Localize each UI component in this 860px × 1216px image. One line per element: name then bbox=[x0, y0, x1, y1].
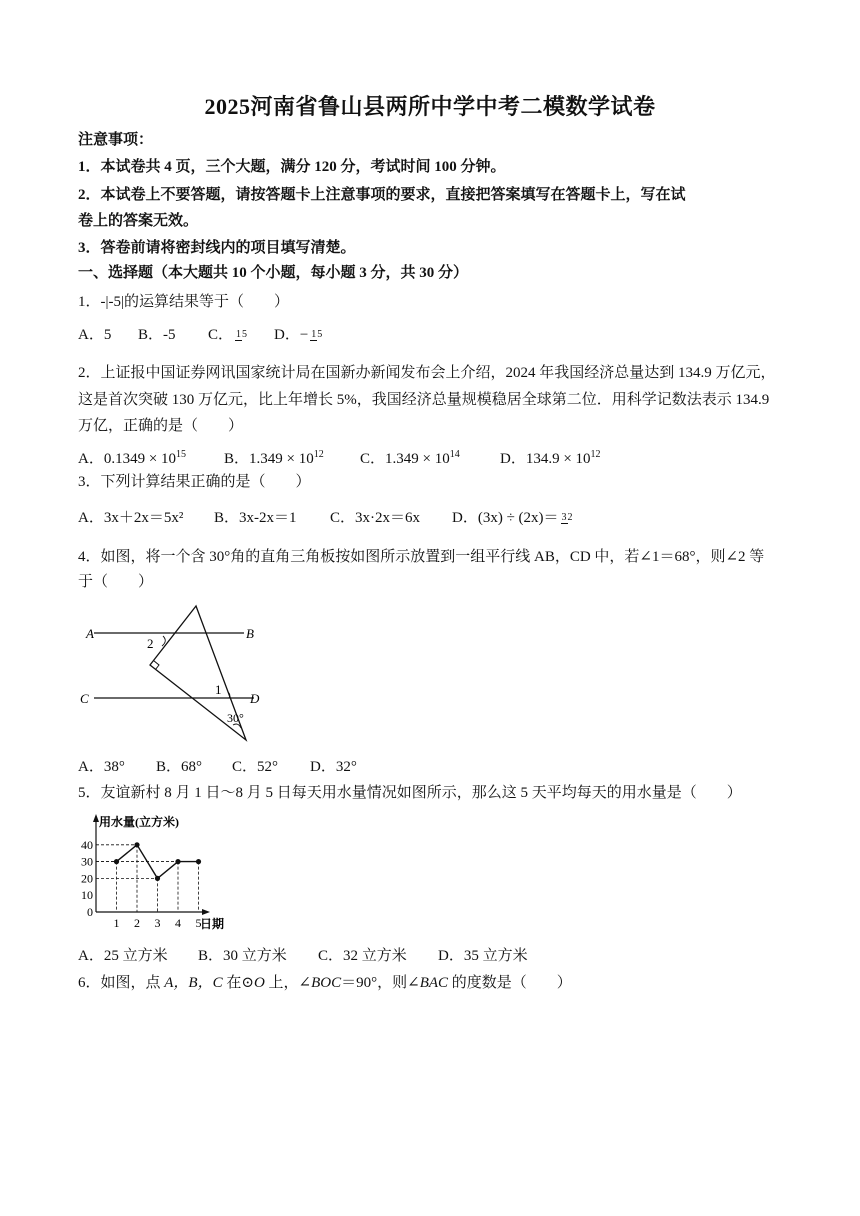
option-c: C．32 立方米 bbox=[318, 948, 407, 964]
fraction bbox=[235, 330, 247, 341]
guide-lines bbox=[96, 845, 199, 912]
question-4-line-2: 于（ ） bbox=[78, 574, 154, 590]
q6-circle-o: O bbox=[253, 975, 265, 991]
label-angle-30: 30° bbox=[227, 711, 244, 725]
question-6-stem bbox=[78, 973, 788, 993]
x-tick-label: 5 bbox=[195, 916, 202, 930]
option-a bbox=[78, 445, 224, 469]
option-c: C．52° bbox=[232, 759, 279, 775]
option-d: D．35 立方米 bbox=[438, 948, 528, 964]
exponent: 15 bbox=[176, 449, 187, 460]
data-point bbox=[114, 859, 119, 864]
data-point bbox=[155, 876, 160, 881]
denominator: 5 bbox=[242, 329, 248, 341]
label-c: C bbox=[80, 691, 89, 706]
label-angle-2: 2 bbox=[147, 636, 154, 651]
label-b: B bbox=[246, 626, 254, 641]
data-point bbox=[196, 859, 201, 864]
option-c bbox=[360, 445, 500, 469]
q6-text-prefix: 6．如图，点 bbox=[78, 975, 165, 991]
option-c-label: C． bbox=[208, 327, 234, 343]
q6-text-mid2: 上，∠ bbox=[264, 975, 312, 991]
option-d bbox=[452, 508, 575, 528]
y-tick-label: 0 bbox=[87, 905, 93, 919]
option-c-text: C．1.349 × 10 bbox=[360, 451, 450, 467]
option-a: A．5 bbox=[78, 327, 112, 343]
label-a: A bbox=[86, 626, 94, 641]
exponent: 12 bbox=[313, 449, 324, 460]
option-c: C．3x·2x＝6x bbox=[330, 510, 421, 526]
x-tick-label: 4 bbox=[175, 916, 181, 930]
water-usage-chart bbox=[70, 812, 232, 936]
option-d-label: D．− bbox=[274, 327, 309, 343]
label-d: D bbox=[250, 691, 260, 706]
x-axis-arrow bbox=[202, 909, 210, 915]
fraction bbox=[561, 513, 573, 524]
option-a: A．25 立方米 bbox=[78, 948, 168, 964]
q6-points: A，B，C bbox=[164, 975, 223, 991]
question-1-stem: 1．-|-5|的运算结果等于（ ） bbox=[78, 294, 289, 310]
notice-item-1: 1．本试卷共 4 页，三个大题，满分 120 分，考试时间 100 分钟。 bbox=[78, 159, 506, 175]
notice-item-2-line-1: 2．本试卷上不要答题，请按答题卡上注意事项的要求，直接把答案填写在答题卡上，写在试 bbox=[78, 187, 686, 203]
page-title: 2025河南省鲁山县两所中学中考二模数学试卷 bbox=[204, 94, 656, 119]
question-2-line-3: 万亿，正确的是（ ） bbox=[78, 418, 244, 434]
question-3-options bbox=[78, 508, 788, 528]
option-a: A．3x＋2x＝5x² bbox=[78, 510, 184, 526]
q6-text-mid: 在⊙ bbox=[222, 975, 254, 991]
q6-text-mid3: ＝90°，则∠ bbox=[341, 975, 420, 991]
data-point bbox=[134, 842, 139, 847]
numerator: 3 bbox=[561, 512, 567, 524]
fraction bbox=[310, 330, 322, 341]
y-tick-label: 10 bbox=[81, 888, 93, 903]
exponent: 14 bbox=[449, 449, 460, 460]
q6-text-end: 的度数是（ ） bbox=[448, 975, 572, 991]
option-d-text: D．(3x) ÷ (2x)＝ bbox=[452, 510, 559, 526]
x-tick-label: 2 bbox=[134, 916, 140, 930]
question-1-options bbox=[78, 325, 788, 345]
y-tick-label: 40 bbox=[81, 837, 93, 852]
option-d bbox=[500, 445, 601, 469]
label-angle-1: 1 bbox=[215, 682, 222, 697]
option-a-text: A．0.1349 × 10 bbox=[78, 451, 177, 467]
option-d-text: D．134.9 × 10 bbox=[500, 451, 591, 467]
section-heading: 一、选择题（本大题共 10 个小题，每小题 3 分，共 30 分） bbox=[78, 265, 469, 281]
q6-angle-bac: BAC bbox=[419, 975, 449, 991]
y-tick-label: 20 bbox=[81, 871, 93, 886]
option-b bbox=[224, 445, 360, 469]
y-tick-label: 30 bbox=[81, 854, 93, 869]
notice-item-3: 3．答卷前请将密封线内的项目填写清楚。 bbox=[78, 240, 356, 256]
option-b: B．-5 bbox=[138, 327, 176, 343]
x-axis-label: 日期 bbox=[200, 917, 225, 931]
denominator: 5 bbox=[317, 329, 323, 341]
denominator: 2 bbox=[567, 512, 573, 524]
q6-angle-boc: BOC bbox=[311, 975, 342, 991]
question-2-line-2: 这是首次突破 130 万亿元，比上年增长 5%，我国经济总量规模稳居全球第二位．用科学记数法表示 134.9 bbox=[78, 392, 770, 408]
option-c bbox=[208, 325, 274, 345]
option-a: A．38° bbox=[78, 759, 125, 775]
option-b: B．30 立方米 bbox=[198, 948, 287, 964]
option-d: D．32° bbox=[310, 759, 357, 775]
question-3-stem: 3．下列计算结果正确的是（ ） bbox=[78, 474, 311, 490]
option-b: B．68° bbox=[156, 759, 203, 775]
question-2-line-1: 2．上证报中国证券网讯国家统计局在国新办新闻发布会上介绍，2024 年我国经济总量达到 134.9 万亿元， bbox=[78, 365, 776, 381]
question-4-line-1: 4．如图，将一个含 30°角的直角三角板按如图所示放置到一组平行线 AB，CD 中，若∠1＝68°，则∠2 等 bbox=[78, 549, 765, 565]
option-b-text: B．1.349 × 10 bbox=[224, 451, 314, 467]
question-4-options bbox=[78, 757, 788, 777]
numerator: 1 bbox=[236, 329, 242, 341]
numerator: 1 bbox=[311, 329, 317, 341]
option-d bbox=[274, 325, 324, 345]
x-tick-label: 1 bbox=[113, 916, 120, 930]
notice-heading: 注意事项： bbox=[78, 132, 154, 148]
exponent: 12 bbox=[590, 449, 601, 460]
question-2-options bbox=[78, 445, 788, 469]
question-5-options bbox=[78, 946, 788, 966]
option-b: B．3x-2x＝1 bbox=[214, 510, 297, 526]
question-5-stem: 5．友谊新村 8 月 1 日～8 月 5 日每天用水量情况如图所示，那么这 5 天平均每天的用水量是（ ） bbox=[78, 785, 742, 801]
data-point bbox=[175, 859, 180, 864]
angle-2-arc bbox=[162, 636, 165, 646]
y-axis-label: 用水量(立方米) bbox=[99, 815, 179, 829]
parallel-lines-triangle-figure bbox=[78, 598, 258, 746]
notice-item-2-line-2: 卷上的答案无效。 bbox=[78, 213, 199, 229]
x-tick-label: 3 bbox=[154, 916, 161, 930]
